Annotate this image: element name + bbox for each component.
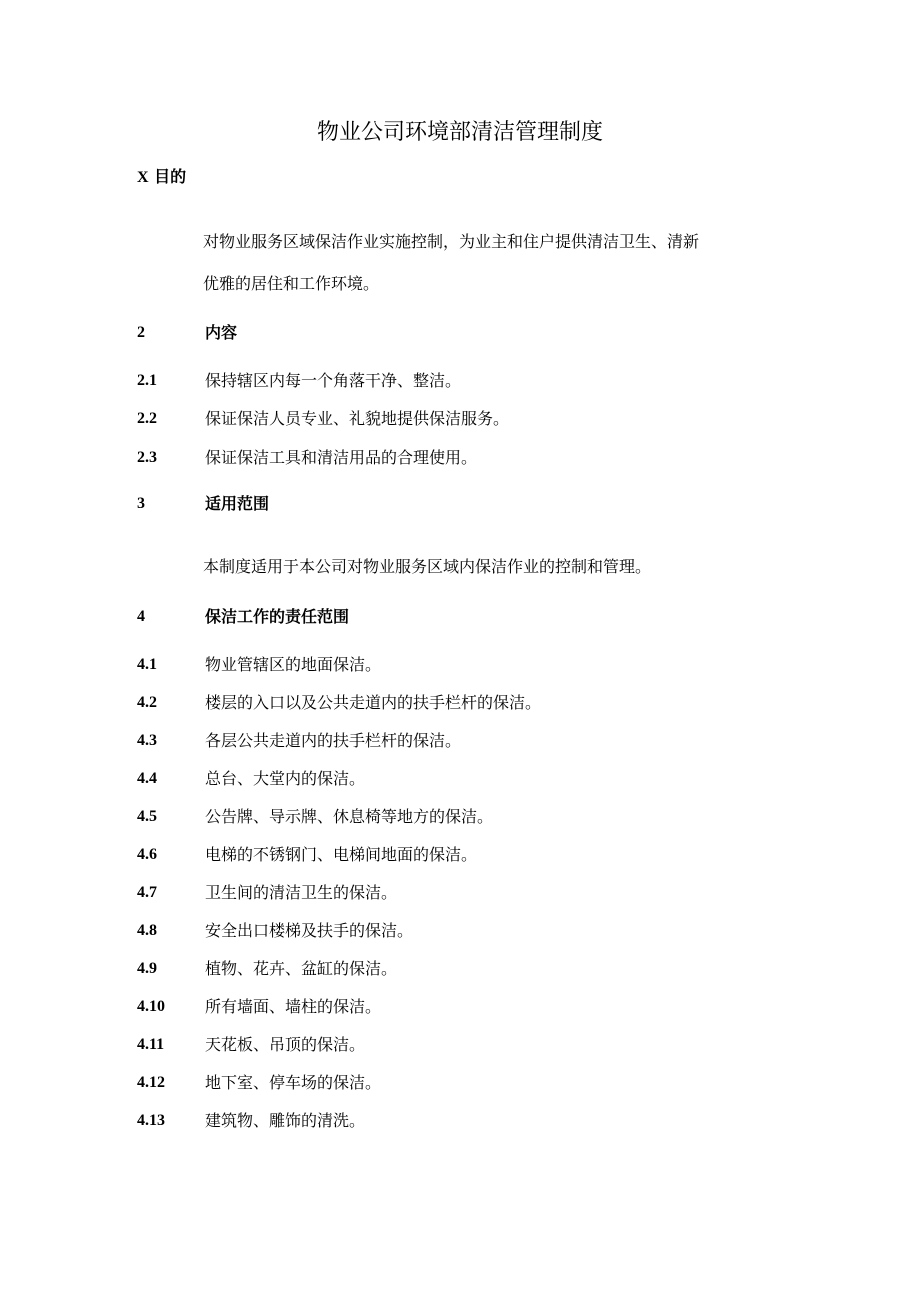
item-number: 4.11 [137,1036,165,1053]
list-item: 楼层的入口以及公共走道内的扶手栏杆的保洁。 [205,693,542,712]
item-number: 4.13 [137,1112,165,1129]
list-item: 公告牌、导示牌、休息椅等地方的保洁。 [205,807,494,826]
list-item: 安全出口楼梯及扶手的保洁。 [205,921,414,940]
item-number: 4.5 [137,808,157,825]
list-item: 地下室、停车场的保洁。 [205,1073,382,1092]
item-number: 4.12 [137,1074,165,1091]
list-item: 卫生间的清洁卫生的保洁。 [205,883,398,902]
section-heading-purpose [137,165,186,190]
item-number: 2.1 [137,372,157,389]
section-title: 适用范围 [205,494,270,513]
list-item: 保证保洁工具和清洁用品的合理使用。 [205,448,478,467]
paragraph-line: 优雅的居住和工作环境。 [203,274,380,293]
item-number: 4.4 [137,770,157,787]
item-number: 2.2 [137,410,157,427]
list-item: 总台、大堂内的保洁。 [205,769,366,788]
list-item: 天花板、吊顶的保洁。 [205,1035,366,1054]
item-number: 4.7 [137,884,157,901]
list-item: 建筑物、雕饰的清洗。 [205,1111,366,1130]
item-number: 4.10 [137,998,165,1015]
paragraph: 本制度适用于本公司对物业服务区域内保洁作业的控制和管理。 [203,557,652,576]
section-number: 4 [137,608,145,625]
list-item: 保证保洁人员专业、礼貌地提供保洁服务。 [205,409,510,428]
item-number: 4.8 [137,922,157,939]
section-number: 3 [137,495,145,512]
page-title: 物业公司环境部清洁管理制度 [316,120,603,145]
paragraph-line: 对物业服务区域保洁作业实施控制，为业主和住户提供清洁卫生、清新 [203,232,700,251]
section-number: 2 [137,324,145,341]
item-number: 4.2 [137,694,157,711]
item-number: 4.3 [137,732,157,749]
list-item: 保持辖区内每一个角落干净、整洁。 [205,371,462,390]
list-item: 物业管辖区的地面保洁。 [205,655,382,674]
item-number: 4.6 [137,846,157,863]
section-title: 内容 [205,323,238,342]
section-title: 目的 [154,167,187,186]
section-number: X [137,169,149,186]
list-item: 电梯的不锈钢门、电梯间地面的保洁。 [205,845,478,864]
list-item: 植物、花卉、盆缸的保洁。 [205,959,398,978]
list-item: 各层公共走道内的扶手栏杆的保洁。 [205,731,462,750]
item-number: 4.9 [137,960,157,977]
section-title: 保洁工作的责任范围 [205,607,350,626]
item-number: 2.3 [137,449,157,466]
list-item: 所有墙面、墙柱的保洁。 [205,997,382,1016]
item-number: 4.1 [137,656,157,673]
